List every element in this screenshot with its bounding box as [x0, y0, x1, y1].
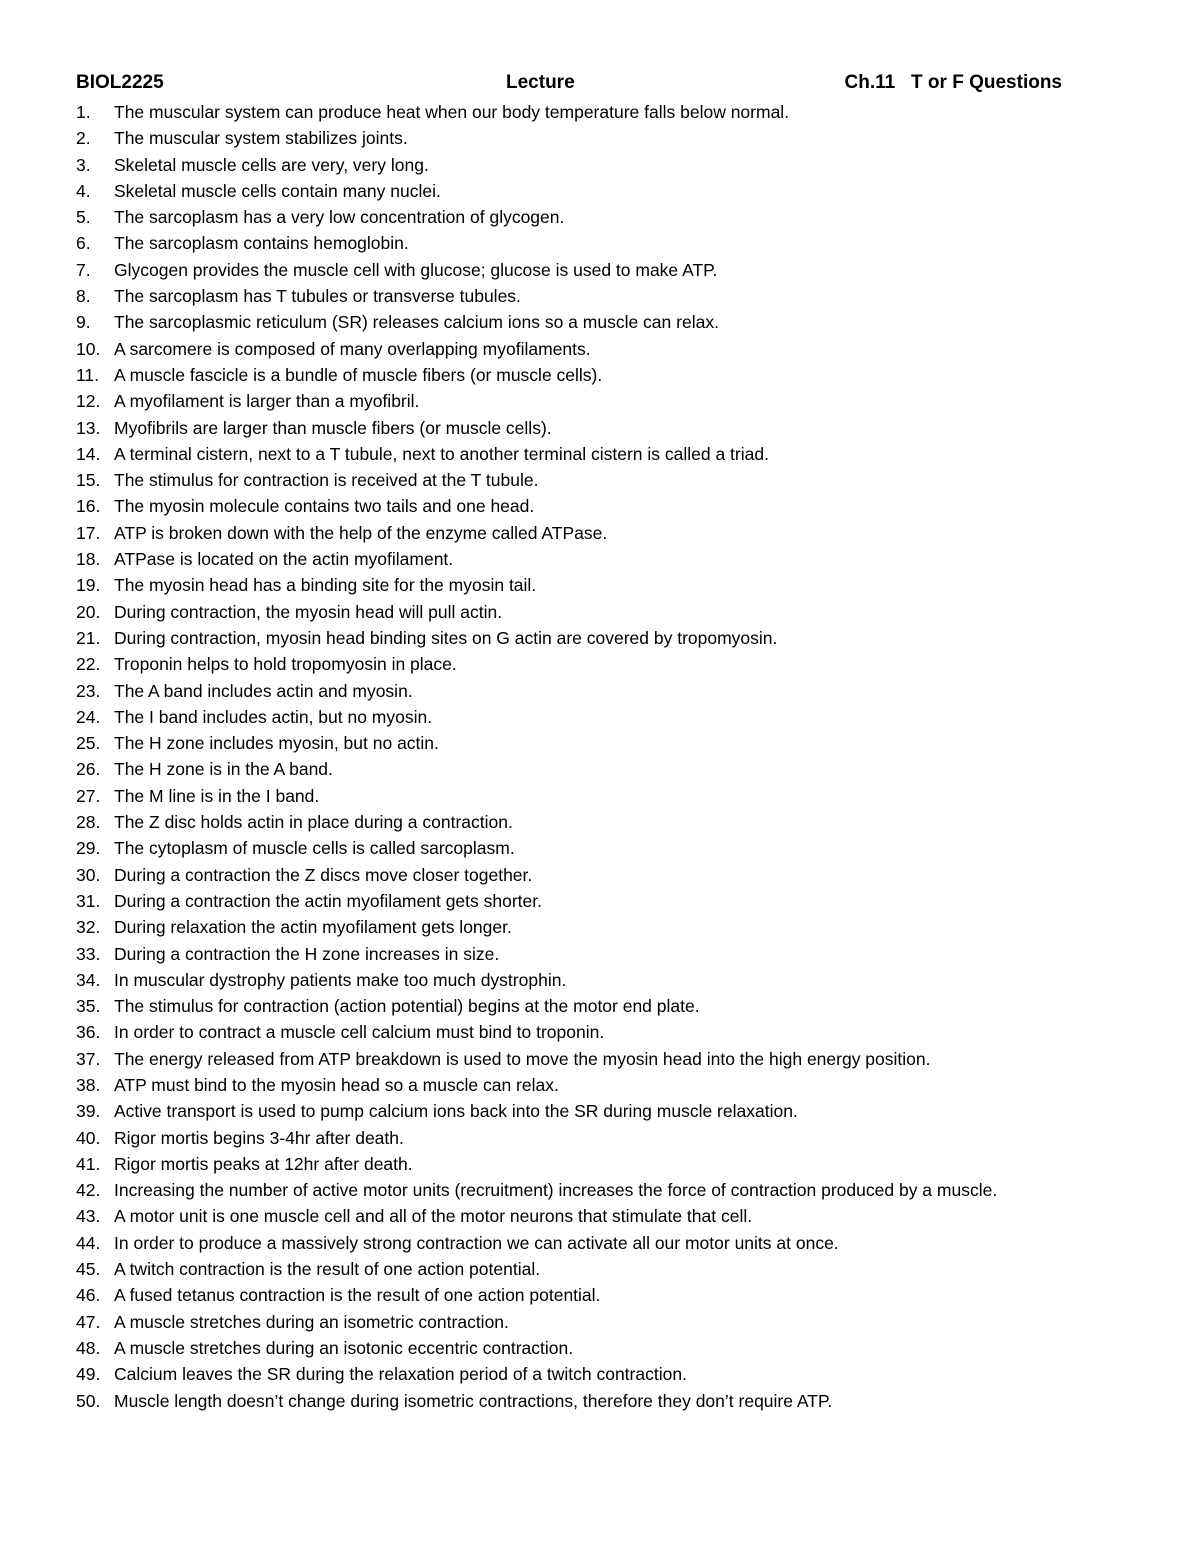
question-number: 16.	[76, 496, 101, 517]
question-text: Calcium leaves the SR during the relaxation period of a twitch contraction.	[114, 1364, 687, 1385]
question-number: 13.	[76, 417, 101, 438]
question-number: 47.	[76, 1311, 101, 1332]
question-number: 31.	[76, 890, 101, 911]
question-number: 33.	[76, 943, 101, 964]
question-item	[76, 1256, 1176, 1282]
question-item	[76, 1072, 1176, 1098]
question-item	[76, 1335, 1176, 1361]
question-text: Myofibrils are larger than muscle fibers (or muscle cells).	[114, 417, 552, 438]
question-item	[76, 730, 1176, 756]
question-item	[76, 178, 1176, 204]
question-number: 37.	[76, 1048, 101, 1069]
question-text: The sarcoplasm has T tubules or transverse tubules.	[114, 286, 521, 307]
question-number: 41.	[76, 1153, 101, 1174]
question-item	[76, 204, 1176, 230]
question-text: The muscular system can produce heat when our body temperature falls below normal.	[114, 102, 790, 122]
question-text: In muscular dystrophy patients make too much dystrophin.	[114, 969, 567, 990]
question-number: 11.	[76, 364, 100, 385]
question-text: In order to produce a massively strong contraction we can activate all our motor units at once.	[114, 1232, 839, 1253]
question-number: 7.	[76, 259, 91, 280]
question-item	[76, 862, 1176, 888]
question-item	[76, 415, 1176, 441]
question-item	[76, 336, 1176, 362]
question-number: 29.	[76, 838, 101, 859]
question-text: During a contraction the H zone increases in size.	[114, 943, 500, 964]
question-item	[76, 1203, 1176, 1229]
question-text: The sarcoplasmic reticulum (SR) releases calcium ions so a muscle can relax.	[114, 312, 719, 333]
course-code: BIOL2225	[76, 72, 164, 93]
question-text: ATP is broken down with the help of the enzyme called ATPase.	[114, 522, 608, 543]
question-number: 43.	[76, 1206, 101, 1227]
question-item	[76, 625, 1176, 651]
question-text: A motor unit is one muscle cell and all of the motor neurons that stimulate that cell.	[114, 1206, 753, 1227]
question-text: The A band includes actin and myosin.	[114, 680, 413, 701]
question-item	[76, 388, 1176, 414]
question-number: 27.	[76, 785, 101, 806]
question-text: The H zone is in the A band.	[114, 759, 333, 780]
question-text: Troponin helps to hold tropomyosin in place.	[114, 654, 457, 675]
question-item	[76, 493, 1176, 519]
question-number: 24.	[76, 706, 101, 727]
question-text: During contraction, the myosin head will pull actin.	[114, 601, 503, 622]
question-number: 45.	[76, 1259, 101, 1280]
question-text: The myosin head has a binding site for the myosin tail.	[114, 575, 537, 596]
question-item	[76, 1388, 1176, 1414]
question-item	[76, 704, 1176, 730]
question-number: 9.	[76, 312, 91, 333]
question-text: The cytoplasm of muscle cells is called sarcoplasm.	[114, 838, 515, 859]
question-text: In order to contract a muscle cell calcium must bind to troponin.	[114, 1022, 605, 1043]
question-text: During a contraction the actin myofilament gets shorter.	[114, 890, 542, 911]
question-text: A myofilament is larger than a myofibril.	[114, 391, 420, 412]
question-number: 30.	[76, 864, 101, 885]
question-text: The Z disc holds actin in place during a contraction.	[114, 812, 513, 833]
question-item	[76, 1151, 1176, 1177]
question-item	[76, 888, 1176, 914]
question-number: 50.	[76, 1390, 101, 1411]
question-item	[76, 546, 1176, 572]
question-item	[76, 835, 1176, 861]
question-item	[76, 914, 1176, 940]
question-item	[76, 1230, 1176, 1256]
question-text: Skeletal muscle cells are very, very long.	[114, 154, 429, 175]
question-text: The sarcoplasm has a very low concentration of glycogen.	[114, 207, 565, 228]
page-header	[76, 72, 1062, 98]
question-text: Rigor mortis peaks at 12hr after death.	[114, 1153, 413, 1174]
question-text: ATPase is located on the actin myofilament.	[114, 549, 454, 570]
question-item	[76, 520, 1176, 546]
chapter-title: Ch.11 T or F Questions	[844, 72, 1062, 93]
question-text: The stimulus for contraction is received at the T tubule.	[114, 470, 539, 491]
question-item	[76, 1282, 1176, 1308]
question-item	[76, 678, 1176, 704]
question-number: 46.	[76, 1285, 101, 1306]
question-text: Increasing the number of active motor units (recruitment) increases the force of contraction produced by a muscle.	[114, 1180, 998, 1201]
question-item	[76, 599, 1176, 625]
question-number: 32.	[76, 917, 101, 938]
question-item	[76, 283, 1176, 309]
question-text: A terminal cistern, next to a T tubule, next to another terminal cistern is called a triad.	[114, 443, 769, 464]
question-number: 25.	[76, 733, 101, 754]
question-item	[76, 1361, 1176, 1387]
question-number: 8.	[76, 286, 91, 307]
question-item	[76, 1177, 1176, 1203]
question-text: The sarcoplasm contains hemoglobin.	[114, 233, 409, 254]
question-number: 49.	[76, 1364, 101, 1385]
question-text: Glycogen provides the muscle cell with glucose; glucose is used to make ATP.	[114, 259, 718, 280]
question-item	[76, 967, 1176, 993]
question-item	[76, 651, 1176, 677]
question-number: 22.	[76, 654, 101, 675]
question-text: A fused tetanus contraction is the result of one action potential.	[114, 1285, 601, 1306]
question-item	[76, 1125, 1176, 1151]
question-text: During relaxation the actin myofilament gets longer.	[114, 917, 512, 938]
question-list	[76, 99, 1176, 1414]
question-number: 19.	[76, 575, 101, 596]
question-text: The myosin molecule contains two tails and one head.	[114, 496, 535, 517]
question-number: 26.	[76, 759, 101, 780]
question-text: Active transport is used to pump calcium ions back into the SR during muscle relaxation.	[114, 1101, 798, 1122]
question-item	[76, 257, 1176, 283]
question-number: 17.	[76, 522, 101, 543]
question-text: The H zone includes myosin, but no actin.	[114, 733, 439, 754]
question-number: 1.	[76, 102, 91, 122]
question-number: 39.	[76, 1101, 101, 1122]
question-number: 18.	[76, 549, 101, 570]
question-item	[76, 941, 1176, 967]
question-item	[76, 362, 1176, 388]
question-item	[76, 125, 1176, 151]
question-number: 6.	[76, 233, 91, 254]
question-text: The M line is in the I band.	[114, 785, 320, 806]
question-item	[76, 230, 1176, 256]
question-text: During a contraction the Z discs move closer together.	[114, 864, 533, 885]
question-number: 38.	[76, 1074, 101, 1095]
question-item	[76, 783, 1176, 809]
question-number: 36.	[76, 1022, 101, 1043]
question-number: 20.	[76, 601, 101, 622]
question-text: Rigor mortis begins 3-4hr after death.	[114, 1127, 404, 1148]
question-number: 5.	[76, 207, 91, 228]
question-text: ATP must bind to the myosin head so a muscle can relax.	[114, 1074, 559, 1095]
question-number: 15.	[76, 470, 101, 491]
question-number: 23.	[76, 680, 101, 701]
question-number: 3.	[76, 154, 91, 175]
question-text: A twitch contraction is the result of one action potential.	[114, 1259, 541, 1280]
question-number: 10.	[76, 338, 101, 359]
document-type: Lecture	[506, 72, 575, 93]
question-number: 48.	[76, 1337, 101, 1358]
question-number: 40.	[76, 1127, 101, 1148]
question-item	[76, 1046, 1176, 1072]
question-text: A muscle stretches during an isometric contraction.	[114, 1311, 509, 1332]
question-item	[76, 1098, 1176, 1124]
question-text: Muscle length doesn’t change during isometric contractions, therefore they don’t require ATP.	[114, 1390, 833, 1411]
question-number: 21.	[76, 627, 101, 648]
question-text: During contraction, myosin head binding sites on G actin are covered by tropomyosin.	[114, 627, 778, 648]
question-number: 44.	[76, 1232, 101, 1253]
question-item	[76, 99, 1176, 125]
question-item	[76, 441, 1176, 467]
question-number: 34.	[76, 969, 101, 990]
question-item	[76, 809, 1176, 835]
question-text: A muscle fascicle is a bundle of muscle fibers (or muscle cells).	[114, 364, 603, 385]
question-item	[76, 572, 1176, 598]
question-number: 35.	[76, 996, 101, 1017]
question-text: Skeletal muscle cells contain many nuclei.	[114, 180, 441, 201]
question-text: The muscular system stabilizes joints.	[114, 128, 408, 149]
question-item	[76, 1309, 1176, 1335]
question-item	[76, 152, 1176, 178]
question-item	[76, 756, 1176, 782]
question-number: 4.	[76, 180, 91, 201]
question-text: The energy released from ATP breakdown is used to move the myosin head into the high energy position.	[114, 1048, 931, 1069]
question-number: 2.	[76, 128, 91, 149]
question-item	[76, 993, 1176, 1019]
question-text: The I band includes actin, but no myosin.	[114, 706, 433, 727]
question-number: 28.	[76, 812, 101, 833]
question-text: The stimulus for contraction (action potential) begins at the motor end plate.	[114, 996, 700, 1017]
question-text: A sarcomere is composed of many overlapping myofilaments.	[114, 338, 591, 359]
question-item	[76, 467, 1176, 493]
question-item	[76, 1019, 1176, 1045]
question-text: A muscle stretches during an isotonic eccentric contraction.	[114, 1337, 574, 1358]
question-item	[76, 309, 1176, 335]
question-number: 14.	[76, 443, 101, 464]
question-number: 12.	[76, 391, 101, 412]
question-number: 42.	[76, 1180, 101, 1201]
